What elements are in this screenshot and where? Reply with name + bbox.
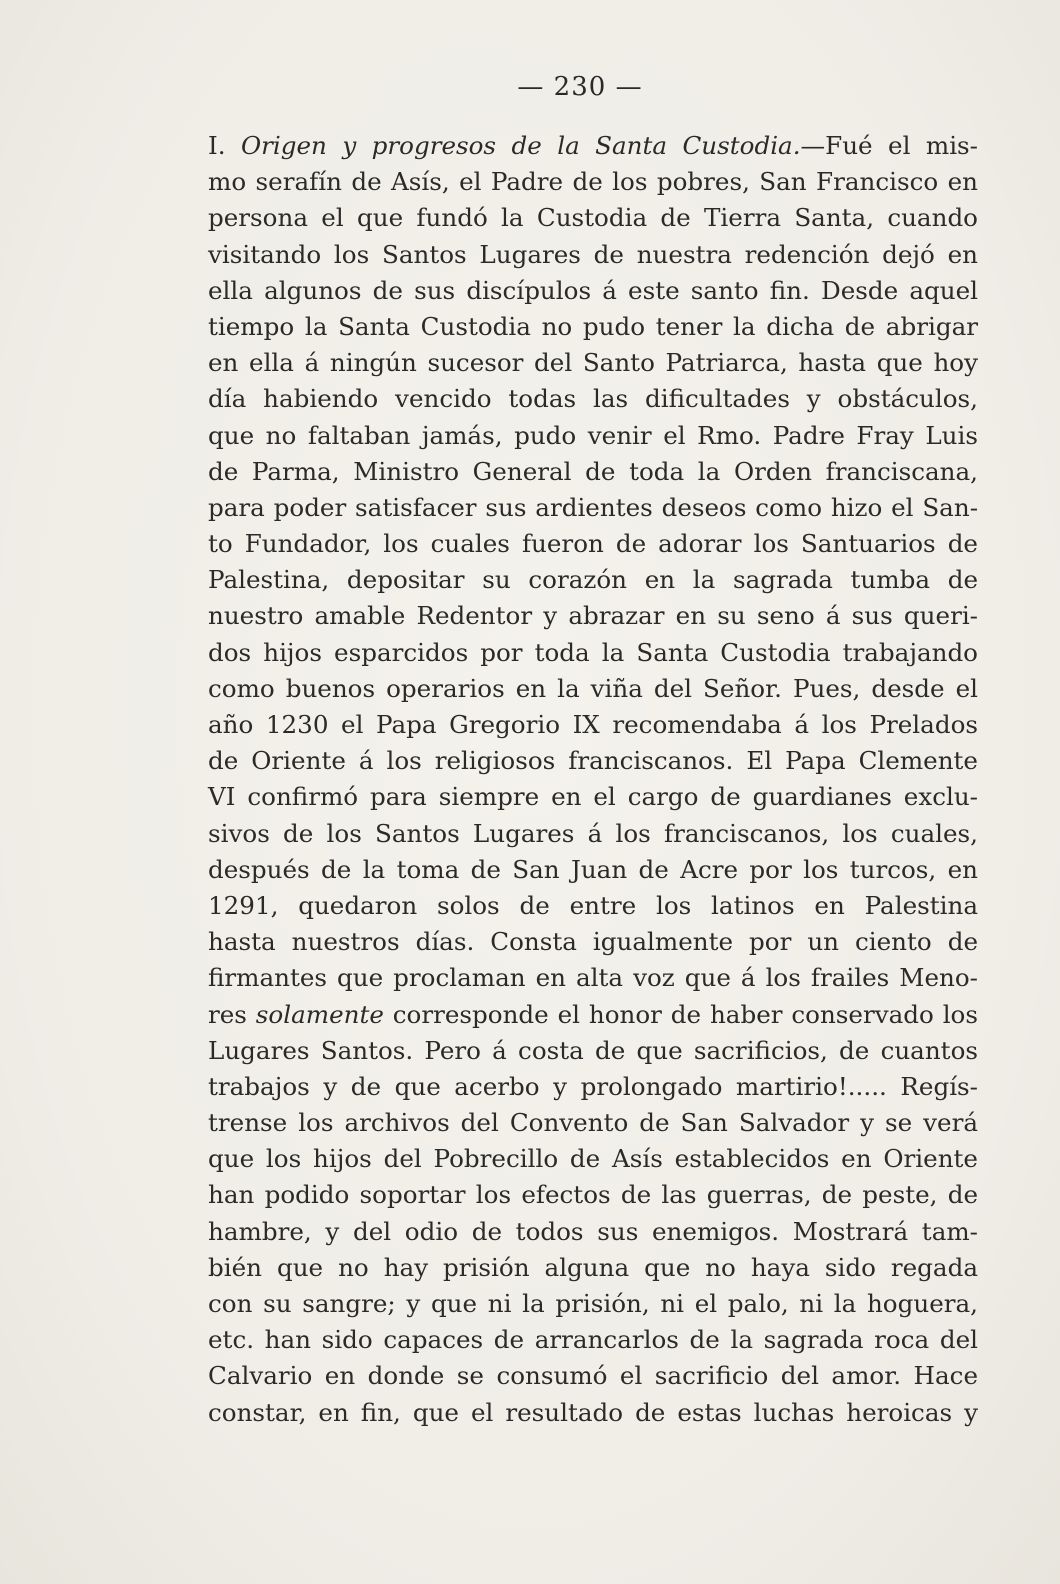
- text-segment: —Fué el mis-: [800, 131, 978, 160]
- text-segment: como buenos operarios en la viña del Señor. Pues, desde el: [208, 673, 978, 703]
- text-segment: 1291, quedaron solos de entre los latinos en Palestina: [208, 890, 978, 920]
- italic-text: solamente: [255, 999, 384, 1029]
- text-segment: visitando los Santos Lugares de nuestra redención dejó en: [208, 239, 978, 269]
- text-segment: mo serafín de Asís, el Padre de los pobres, San Francisco en: [208, 167, 978, 197]
- text-line: [208, 345, 978, 381]
- text-segment: en ella á ningún sucesor del Santo Patriarca, hasta que hoy: [208, 348, 978, 378]
- text-line: [208, 273, 978, 309]
- text-line: [208, 164, 978, 200]
- text-line: [208, 852, 978, 888]
- text-segment: para poder satisfacer sus ardientes deseos como hizo el San-: [208, 492, 978, 522]
- text-line: [208, 1322, 978, 1358]
- text-segment: ella algunos de sus discípulos á este santo fin. Desde aquel: [208, 275, 978, 305]
- text-segment: bién que no hay prisión alguna que no haya sido regada: [208, 1252, 978, 1282]
- text-segment: etc. han sido capaces de arrancarlos de la sagrada roca del: [208, 1325, 978, 1355]
- text-line: [208, 743, 978, 779]
- text-line: [208, 237, 978, 273]
- text-segment: trense los archivos del Convento de San Salvador y se verá: [208, 1108, 978, 1138]
- text-line: [208, 454, 978, 490]
- text-line: [208, 816, 978, 852]
- text-segment: después de la toma de San Juan de Acre por los turcos, en: [208, 854, 978, 884]
- text-line: [208, 1105, 978, 1141]
- text-segment: res: [208, 999, 256, 1029]
- text-line: [208, 960, 978, 996]
- text-line: [208, 1141, 978, 1177]
- text-line: [208, 1069, 978, 1105]
- text-line: [208, 779, 978, 815]
- text-line: [208, 635, 978, 671]
- body-text: [208, 128, 978, 1431]
- text-segment: I.: [208, 131, 241, 160]
- text-segment: sivos de los Santos Lugares á los franciscanos, los cuales,: [208, 818, 978, 848]
- text-line: [208, 1358, 978, 1394]
- text-segment: persona el que fundó la Custodia de Tierra Santa, cuando: [208, 203, 978, 233]
- text-segment: año 1230 el Papa Gregorio IX recomendaba á los Prelados: [208, 710, 978, 739]
- text-segment: tiempo la Santa Custodia no pudo tener la dicha de abrigar: [208, 311, 978, 341]
- text-segment: Lugares Santos. Pero á costa de que sacrificios, de cuantos: [208, 1035, 978, 1065]
- italic-text: Origen y progresos de la Santa Custodia.: [240, 131, 801, 160]
- text-line: [208, 707, 978, 743]
- text-segment: constar, en fin, que el resultado de estas luchas heroicas y: [208, 1397, 978, 1427]
- text-line: [208, 490, 978, 526]
- text-segment: firmantes que proclaman en alta voz que á los frailes Meno-: [208, 963, 978, 993]
- text-line: [208, 1214, 978, 1250]
- text-line: [208, 526, 978, 562]
- text-line: [208, 128, 978, 164]
- text-segment: hasta nuestros días. Consta igualmente por un ciento de: [208, 927, 978, 957]
- text-segment: VI confirmó para siempre en el cargo de guardianes exclu-: [208, 782, 978, 812]
- text-segment: nuestro amable Redentor y abrazar en su seno á sus queri-: [208, 601, 978, 631]
- text-segment: que no faltaban jamás, pudo venir el Rmo. Padre Fray Luis: [208, 420, 978, 450]
- text-line: [208, 924, 978, 960]
- text-segment: de Parma, Ministro General de toda la Orden franciscana,: [208, 456, 978, 486]
- text-segment: que los hijos del Pobrecillo de Asís establecidos en Oriente: [208, 1144, 978, 1174]
- text-line: [208, 1033, 978, 1069]
- text-segment: han podido soportar los efectos de las guerras, de peste, de: [208, 1180, 978, 1210]
- text-line: [208, 1250, 978, 1286]
- text-line: [208, 309, 978, 345]
- page-number: — 230 —: [517, 72, 643, 102]
- text-segment: trabajos y de que acerbo y prolongado martirio!..... Regís-: [208, 1071, 978, 1101]
- text-line: [208, 671, 978, 707]
- text-line: [208, 888, 978, 924]
- text-segment: día habiendo vencido todas las dificultades y obstáculos,: [208, 384, 978, 414]
- text-segment: to Fundador, los cuales fueron de adorar los Santuarios de: [208, 529, 978, 559]
- text-segment: Calvario en donde se consumó el sacrificio del amor. Hace: [208, 1361, 978, 1391]
- text-line: [208, 598, 978, 634]
- text-segment: dos hijos esparcidos por toda la Santa Custodia trabajando: [208, 637, 978, 667]
- text-line: [208, 997, 978, 1033]
- text-segment: Palestina, depositar su corazón en la sagrada tumba de: [208, 565, 978, 595]
- text-line: [208, 1395, 978, 1431]
- text-segment: con su sangre; y que ni la prisión, ni el palo, ni la hoguera,: [208, 1289, 978, 1318]
- text-segment: de Oriente á los religiosos franciscanos. El Papa Clemente: [208, 746, 978, 776]
- text-line: [208, 381, 978, 417]
- text-segment: corresponde el honor de haber conservado los: [383, 999, 978, 1029]
- text-line: [208, 1177, 978, 1213]
- text-line: [208, 1286, 978, 1322]
- text-line: [208, 562, 978, 598]
- text-line: [208, 418, 978, 454]
- text-line: [208, 200, 978, 236]
- text-segment: hambre, y del odio de todos sus enemigos. Mostrará tam-: [208, 1216, 978, 1246]
